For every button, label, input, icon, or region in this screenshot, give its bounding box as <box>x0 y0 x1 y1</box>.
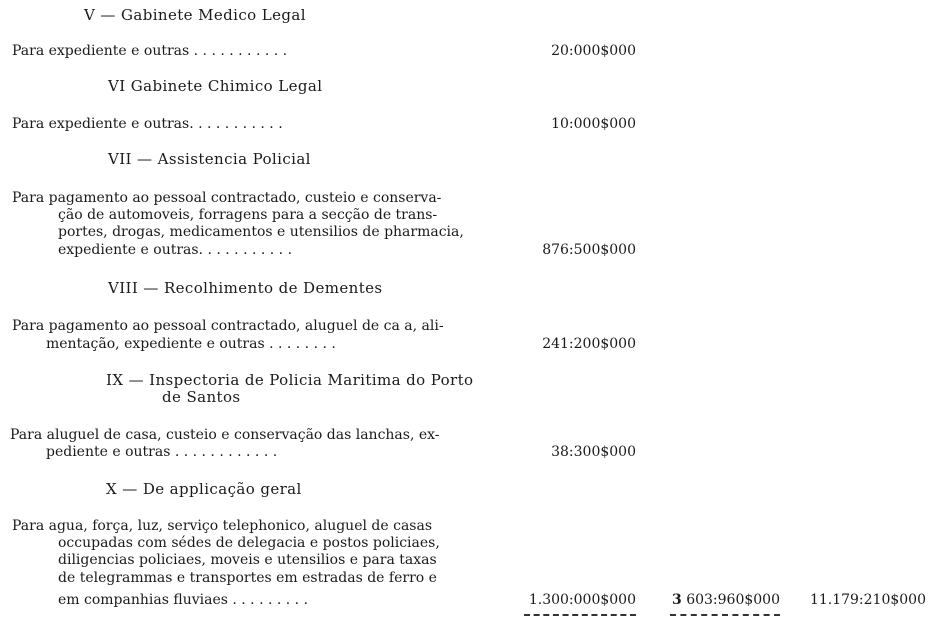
item-description-line: Para expediente e outras . . . . . . . . . . . <box>12 43 288 59</box>
subtotal-prefix: 3 <box>672 592 682 608</box>
section-heading-x: X — De applicação geral <box>106 480 302 498</box>
item-description-line: Para pagamento ao pessoal contractado, aluguel de ca a, ali- <box>12 318 444 334</box>
subtotal-amount <box>640 592 780 609</box>
item-description-line: Para aluguel de casa, custeio e conservação das lanchas, ex- <box>10 427 440 443</box>
item-description-line: Para agua, força, luz, serviço telephonico, aluguel de casas <box>12 518 433 534</box>
subtotal-rest: 603:960$000 <box>681 592 780 608</box>
item-description-line: Para pagamento ao pessoal contractado, custeio e conserva- <box>12 190 442 206</box>
item-description-line: em companhias fluviaes . . . . . . . . . <box>58 592 309 608</box>
section-heading-v: V — Gabinete Medico Legal <box>84 6 306 24</box>
item-description-line: expediente e outras. . . . . . . . . . . <box>58 242 293 258</box>
item-description-line: Para expediente e outras. . . . . . . . . . . <box>12 116 283 132</box>
amount-underline <box>524 614 636 616</box>
item-description-line: diligencias policiaes, moveis e utensilios e para taxas <box>58 552 437 568</box>
subtotal-underline <box>670 614 780 616</box>
item-description-line: portes, drogas, medicamentos e utensilios de pharmacia, <box>58 224 464 240</box>
section-heading-vi: VI Gabinete Chimico Legal <box>108 77 323 95</box>
item-amount: 1.300:000$000 <box>528 592 636 608</box>
item-description-line: ção de automoveis, forragens para a secção de trans- <box>58 207 438 223</box>
section-heading-viii: VIII — Recolhimento de Dementes <box>108 279 383 297</box>
item-description-line: pediente e outras . . . . . . . . . . . . <box>46 444 278 460</box>
section-heading-ix: IX — Inspectoria de Policia Maritima do Porto <box>106 371 474 389</box>
section-heading-vii: VII — Assistencia Policial <box>108 150 311 168</box>
item-description-line: mentação, expediente e outras . . . . . . . . <box>46 336 336 352</box>
grand-total-amount: 11.179:210$000 <box>809 592 926 608</box>
item-amount: 876:500$000 <box>542 242 636 258</box>
item-description-line: occupadas com sédes de delegacia e postos policiaes, <box>58 535 440 551</box>
item-amount: 10:000$000 <box>551 116 636 132</box>
item-amount: 20:000$000 <box>551 43 636 59</box>
item-description-line: de telegrammas e transportes em estradas de ferro e <box>58 570 437 586</box>
item-amount: 38:300$000 <box>551 444 636 460</box>
item-amount: 241:200$000 <box>542 336 636 352</box>
section-heading-ix-continued: de Santos <box>162 388 241 406</box>
